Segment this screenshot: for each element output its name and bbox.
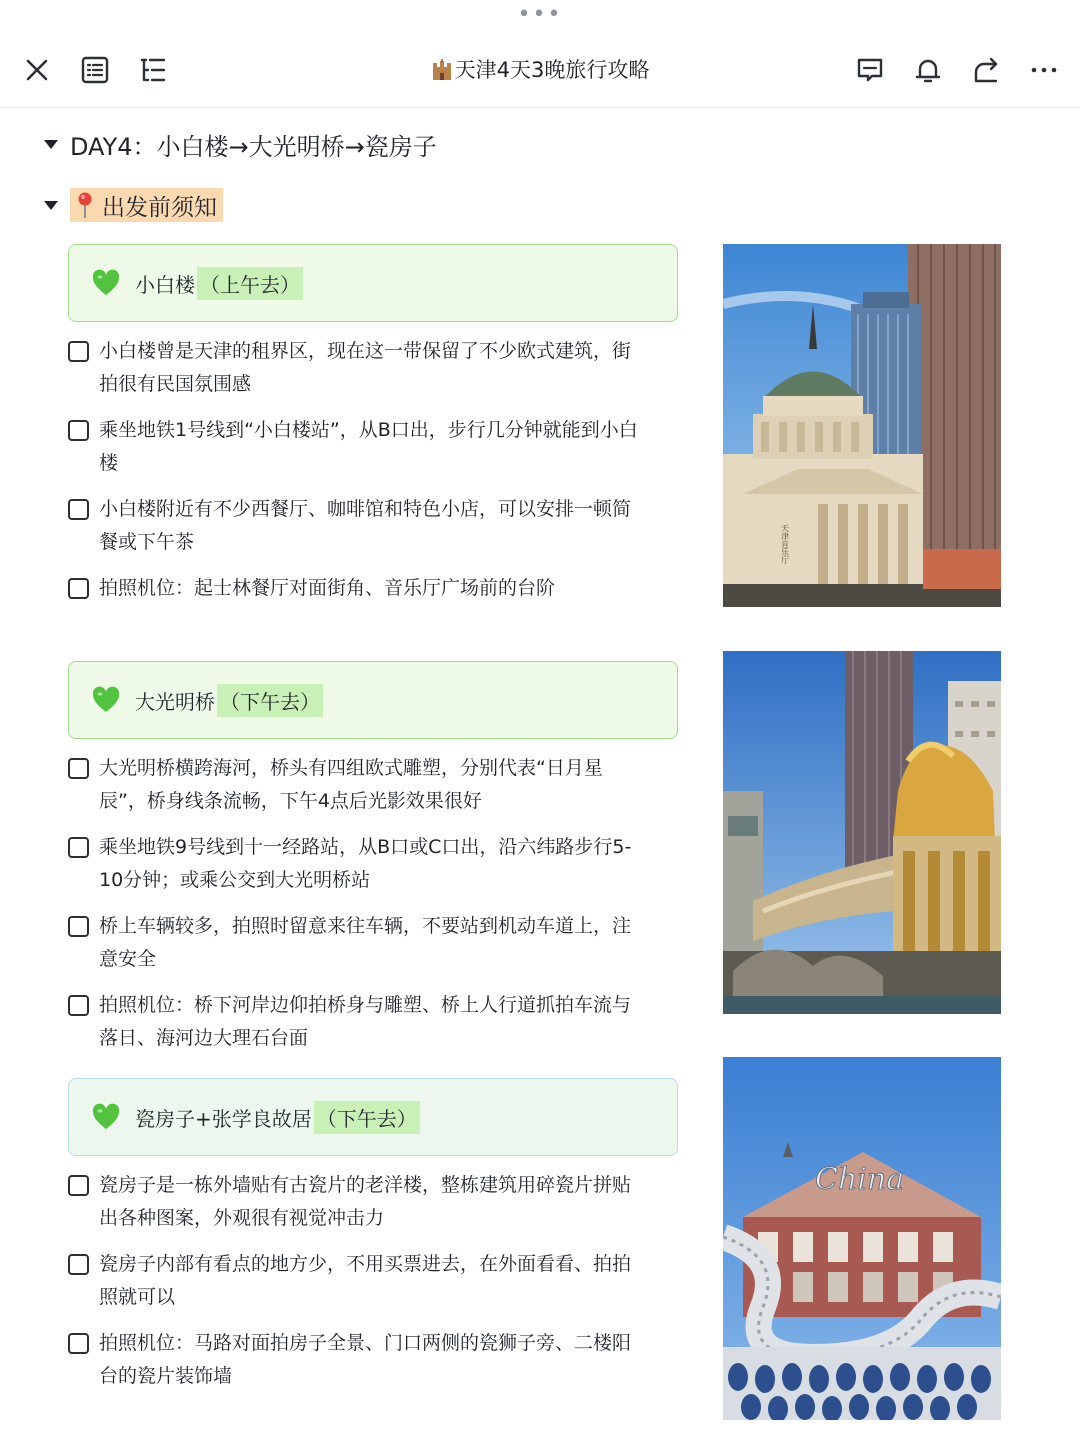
time-tag: （下午去） bbox=[314, 1101, 420, 1134]
checkbox[interactable] bbox=[68, 341, 89, 362]
task-item bbox=[68, 414, 648, 480]
task-text: 桥上车辆较多，拍照时留意来往车辆，不要站到机动车道上，注意安全 bbox=[99, 915, 632, 970]
sheet-grabber[interactable]: ••• bbox=[517, 2, 563, 27]
day4-heading[interactable] bbox=[44, 124, 437, 164]
checkbox[interactable] bbox=[68, 995, 89, 1016]
top-toolbar bbox=[0, 32, 1080, 108]
photo1-sign: 天津音乐厅 bbox=[780, 524, 790, 564]
task-item bbox=[68, 572, 648, 605]
task-text: 乘坐地铁1号线到“小白楼站”，从B口出，步行几分钟就能到小白楼 bbox=[99, 419, 638, 474]
photo-daguangming-bridge[interactable] bbox=[723, 651, 1001, 1014]
comment-icon[interactable] bbox=[850, 50, 890, 90]
task-text: 小白楼附近有不少西餐厅、咖啡馆和特色小店，可以安排一顿简餐或下午茶 bbox=[99, 498, 632, 553]
task-item bbox=[68, 831, 648, 897]
round-pushpin-icon bbox=[74, 191, 96, 219]
document-title-text: 天津4天3晚旅行攻略 bbox=[454, 58, 650, 82]
task-text: 大光明桥横跨海河，桥头有四组欧式雕塑，分别代表“日月星辰”，桥身线条流畅，下午4点后光影效果很好 bbox=[99, 757, 603, 812]
notice-heading-text: 出发前须知 bbox=[102, 194, 217, 221]
task-text: 拍照机位：桥下河岸边仰拍桥身与雕塑、桥上人行道抓拍车流与落日、海河边大理石台面 bbox=[99, 994, 632, 1049]
section-title: 大光明桥 bbox=[135, 689, 215, 714]
section-title: 瓷房子+张学良故居 bbox=[135, 1106, 312, 1131]
green-heart-icon bbox=[91, 269, 121, 297]
photo3-sign: China bbox=[815, 1162, 905, 1197]
day4-heading-text: DAY4：小白楼→大光明桥→瓷房子 bbox=[70, 132, 437, 161]
task-item bbox=[68, 752, 648, 818]
share-icon[interactable] bbox=[966, 50, 1006, 90]
checkbox[interactable] bbox=[68, 1254, 89, 1275]
castle-emoji-icon bbox=[431, 58, 453, 90]
task-item bbox=[68, 493, 648, 559]
checkbox[interactable] bbox=[68, 499, 89, 520]
photo-porcelain-house[interactable] bbox=[723, 1057, 1001, 1420]
task-item bbox=[68, 910, 648, 976]
green-heart-icon bbox=[91, 686, 121, 714]
checkbox[interactable] bbox=[68, 578, 89, 599]
task-text: 瓷房子内部有看点的地方少，不用买票进去，在外面看看、拍拍照就可以 bbox=[99, 1253, 632, 1308]
task-item bbox=[68, 1327, 648, 1393]
checkbox[interactable] bbox=[68, 1333, 89, 1354]
section-title: 小白楼 bbox=[135, 272, 195, 297]
time-tag: （上午去） bbox=[197, 267, 303, 300]
checkbox[interactable] bbox=[68, 420, 89, 441]
checkbox[interactable] bbox=[68, 1175, 89, 1196]
task-text: 乘坐地铁9号线到十一经路站，从B口或C口出，沿六纬路步行5-10分钟；或乘公交到大光明桥站 bbox=[99, 836, 632, 891]
checkbox[interactable] bbox=[68, 837, 89, 858]
task-item bbox=[68, 1248, 648, 1314]
task-text: 瓷房子是一栋外墙贴有古瓷片的老洋楼，整栋建筑用碎瓷片拼贴出各种图案，外观很有视觉冲击力 bbox=[99, 1174, 632, 1229]
checkbox[interactable] bbox=[68, 758, 89, 779]
time-tag: （下午去） bbox=[217, 684, 323, 717]
checkbox[interactable] bbox=[68, 916, 89, 937]
callout-porcelain-house bbox=[68, 1078, 678, 1156]
bell-icon[interactable] bbox=[908, 50, 948, 90]
notice-highlight bbox=[70, 188, 223, 222]
task-item bbox=[68, 989, 648, 1055]
task-text: 拍照机位：马路对面拍房子全景、门口两侧的瓷狮子旁、二楼阳台的瓷片装饰墙 bbox=[99, 1332, 632, 1387]
callout-daguangming-bridge bbox=[68, 661, 678, 739]
task-text: 拍照机位：起士林餐厅对面街角、音乐厅广场前的台阶 bbox=[99, 577, 556, 599]
collapse-caret-icon[interactable] bbox=[44, 201, 58, 210]
task-item bbox=[68, 1169, 648, 1235]
green-heart-icon bbox=[91, 1103, 121, 1131]
collapse-caret-icon[interactable] bbox=[44, 140, 58, 149]
task-text: 小白楼曾是天津的租界区，现在这一带保留了不少欧式建筑，街拍很有民国氛围感 bbox=[99, 340, 632, 395]
photo-xiaobailou-concert-hall[interactable] bbox=[723, 244, 1001, 607]
more-icon[interactable] bbox=[1024, 50, 1064, 90]
callout-xiaobailou bbox=[68, 244, 678, 322]
notice-heading[interactable] bbox=[44, 186, 223, 224]
task-item bbox=[68, 335, 648, 401]
